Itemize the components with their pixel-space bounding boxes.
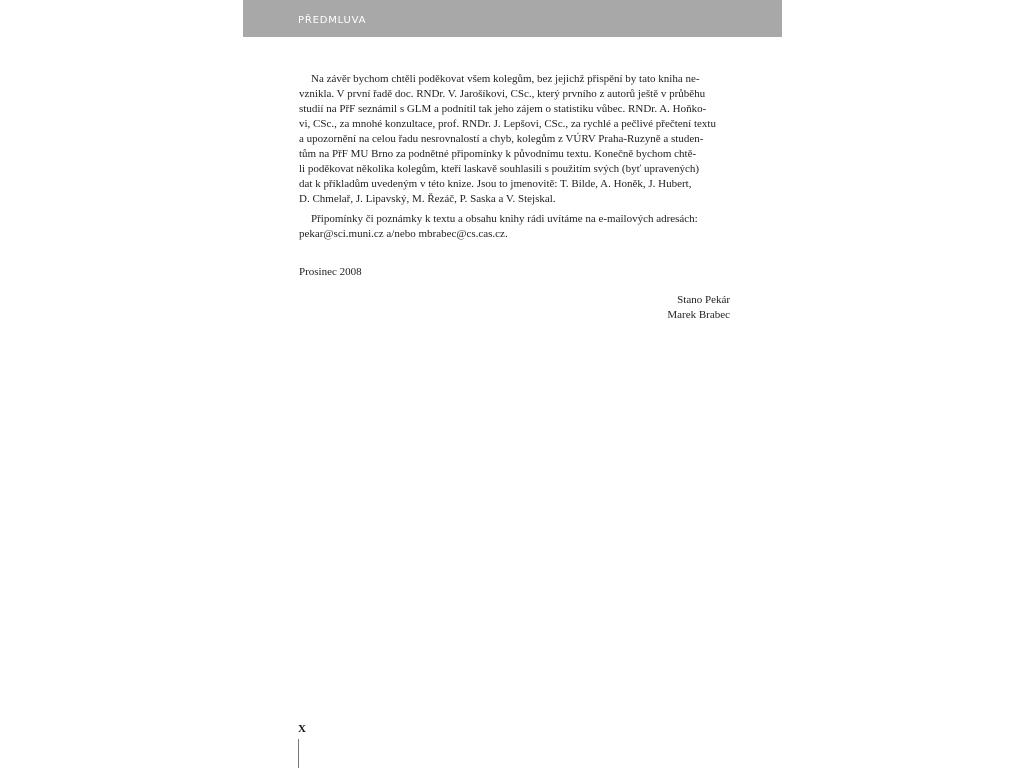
acknowledgement-paragraph [299, 72, 719, 207]
text-line: a upozornění na celou řadu nesrovnalostí a chyb, kolegům z VÚRV Praha-Ruzyně a studen- [299, 133, 704, 145]
page-number: X [298, 723, 306, 735]
text-line: vznikla. V první řadě doc. RNDr. V. Jarošíkovi, CSc., který prvního z autorů ještě v průběhu [299, 88, 706, 100]
author-signature: Stano Pekár [677, 294, 730, 306]
signature-block [667, 293, 730, 323]
header-bar [243, 0, 782, 37]
text-line: tům na PřF MU Brno za podnětné připomínky k původnímu textu. Konečně bychom chtě- [299, 148, 697, 160]
text-line: Připomínky či poznámky k textu a obsahu knihy rádi uvítáme na e-mailových adresách: [311, 213, 698, 225]
text-line: li poděkovat několika kolegům, kteří laskavě souhlasili s použitím svých (byť upravených) [299, 163, 700, 175]
book-page [243, 0, 782, 768]
date-line: Prosinec 2008 [299, 266, 362, 278]
margin-rule [298, 739, 299, 768]
text-line: vi, CSc., za mnohé konzultace, prof. RNDr. J. Lepšovi, CSc., za rychlé a pečlivé přečtení textu [299, 118, 716, 130]
text-line: dat k příkladům uvedeným v této knize. Jsou to jmenovitě: T. Bilde, A. Honěk, J. Hubert, [299, 178, 692, 190]
text-line: pekar@sci.muni.cz a/nebo mbrabec@cs.cas.cz. [299, 228, 508, 240]
author-signature: Marek Brabec [667, 309, 730, 321]
text-line: D. Chmelař, J. Lipavský, M. Řezáč, P. Saska a V. Stejskal. [299, 193, 556, 205]
text-line: Na závěr bychom chtěli poděkovat všem kolegům, bez jejichž přispění by tato kniha ne- [311, 73, 700, 85]
text-line: studií na PřF seznámil s GLM a podnítil tak jeho zájem o statistiku vůbec. RNDr. A. Hoňko- [299, 103, 707, 115]
contact-paragraph [299, 212, 719, 242]
section-title: PŘEDMLUVA [298, 15, 367, 26]
